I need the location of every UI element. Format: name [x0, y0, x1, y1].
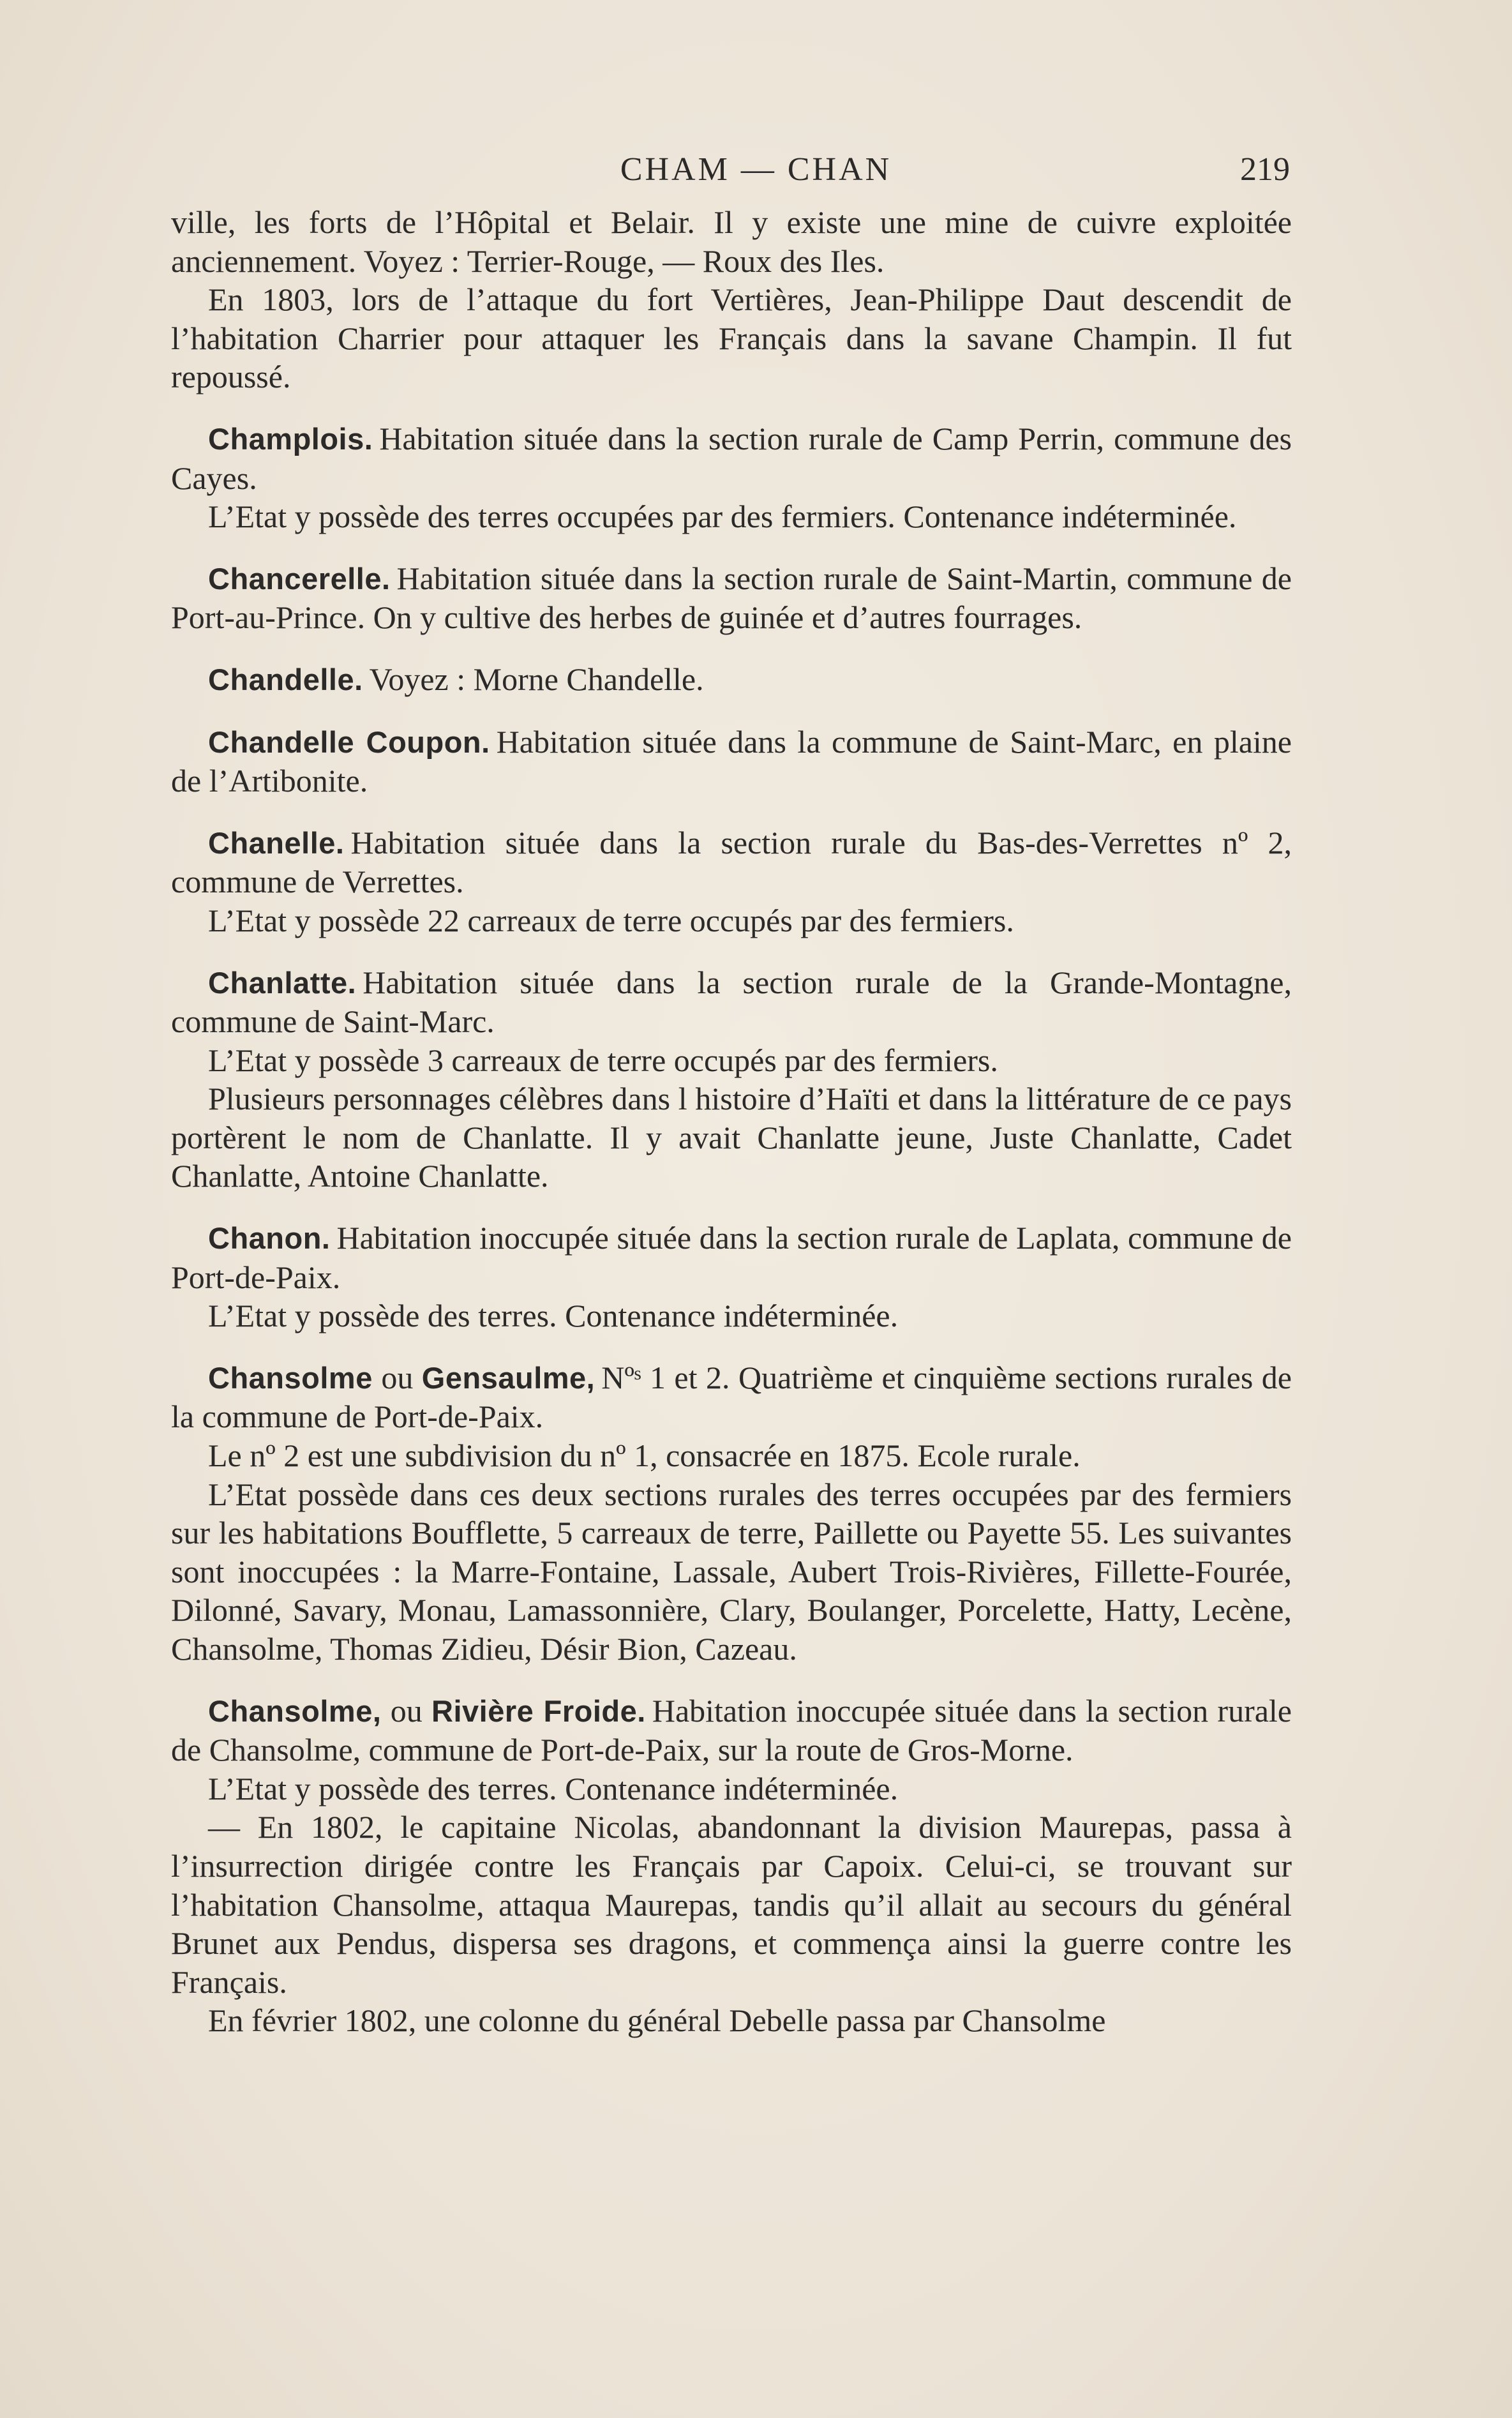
entry-paragraph: L’Etat y possède des terres. Contenance indéterminée.	[208, 1770, 899, 1806]
entry-text: Habitation située dans la section rurale de Saint-Martin, commune de Port-au-Prince. On y cultive des herbes de guinée et d’autres fourrages.	[171, 560, 1292, 636]
entry-headword: Chansolme,	[208, 1693, 382, 1728]
entry-paragraph: — En 1802, le capitaine Nicolas, abandonnant la division Maurepas, passa à l’insurrection dirigée contre les Français par Capoix. Celui-ci, se trouvant sur l’habitation Chansolme, attaqua Maurepas, tandis qu’il allait au secours du général Brunet aux Pendus, dispersa ses dragons, et commença ainsi la guerre contre les Français.	[171, 1809, 1292, 2000]
entry-headword: Chancerelle.	[208, 561, 391, 596]
entry-chansolme-riviere-froide	[171, 1692, 1292, 2040]
entry-text: Voyez : Morne Chandelle.	[369, 661, 704, 697]
running-head	[0, 151, 1512, 195]
entry-headword: Chansolme	[208, 1360, 373, 1395]
entry-paragraph: L’Etat y possède des terres. Contenance indéterminée.	[208, 1298, 899, 1334]
entry-chandelle	[171, 660, 1292, 700]
entry-paragraph: L’Etat y possède des terres occupées par des fermiers. Contenance indéterminée.	[208, 499, 1237, 535]
entry-paragraph: En février 1802, une colonne du général Debelle passa par Chansolme	[208, 2002, 1106, 2039]
entry-paragraph: Plusieurs personnages célèbres dans l histoire d’Haïti et dans la littérature de ce pays portèrent le nom de Chanlatte. Il y avait Chanlatte jeune, Juste Chanlatte, Cadet Chanlatte, Antoine Chanlatte.	[171, 1081, 1292, 1194]
entry-paragraph: L’Etat possède dans ces deux sections rurales des terres occupées par des fermiers sur les habitations Boufflette, 5 carreaux de terre, Paillette ou Payette 55. Les suivantes sont inoccupées : la Marre-Fontaine, Lassale, Aubert Trois-Rivières, Fillette-Fourée, Dilonné, Savary, Monau, Lamassonnière, Clary, Boulanger, Porcelette, Hatty, Lecène, Chansolme, Thomas Zidieu, Désir Bion, Cazeau.	[171, 1476, 1292, 1667]
entry-chancerelle	[171, 559, 1292, 637]
page-number: 219	[1240, 151, 1290, 188]
entry-paragraph: Le nº 2 est une subdivision du nº 1, consacrée en 1875. Ecole rurale.	[208, 1438, 1081, 1474]
entry-headword: Chandelle.	[208, 662, 363, 696]
running-head-title: CHAM — CHAN	[620, 151, 892, 188]
entry-chandelle-coupon	[171, 723, 1292, 800]
entry-headword-alt: Gensaulme,	[421, 1360, 595, 1395]
entry-text: Habitation inoccupée située dans la section rurale de Laplata, commune de Port-de-Paix.	[171, 1220, 1292, 1295]
entry-headword: Chanlatte.	[208, 965, 357, 1000]
entry-paragraph: L’Etat y possède 22 carreaux de terre occupés par des fermiers.	[208, 902, 1014, 938]
entry-text: Habitation située dans la section rurale de Camp Perrin, commune des Cayes.	[171, 420, 1292, 496]
continued-paragraph: ville, les forts de l’Hôpital et Belair. Il y existe une mine de cuivre exploitée anciennement. Voyez : Terrier-Rouge, — Roux des Iles.	[171, 204, 1292, 279]
entry-headword-alt: Rivière Froide.	[431, 1693, 646, 1728]
entry-paragraph: L’Etat y possède 3 carreaux de terre occupés par des fermiers.	[208, 1042, 998, 1078]
entry-chanlatte	[171, 963, 1292, 1196]
entry-headword: Champlois.	[208, 421, 373, 456]
entry-text: Habitation située dans la section rurale de la Grande-Montagne, commune de Saint-Marc.	[171, 964, 1292, 1040]
entry-chanelle	[171, 823, 1292, 940]
page-body	[171, 203, 1292, 2040]
entry-text: Habitation située dans la section rurale du Bas-des-Verrettes nº 2, commune de Verrettes.	[171, 824, 1292, 900]
paragraph: En 1803, lors de l’attaque du fort Vertières, Jean-Philippe Daut descendit de l’habitation Charrier pour attaquer les Français dans la savane Champin. Il fut repoussé.	[171, 282, 1292, 395]
entry-chansolme-gensaulme	[171, 1358, 1292, 1669]
entry-text: Habitation inoccupée située dans la section rurale de Chansolme, commune de Port-de-Paix, sur la route de Gros-Morne.	[171, 1692, 1292, 1768]
entry-headword-connector: ou	[381, 1692, 432, 1729]
entry-headword: Chanon.	[208, 1221, 331, 1256]
entry-text: Habitation située dans la commune de Saint-Marc, en plaine de l’Artibonite.	[171, 723, 1292, 799]
entry-headword: Chandelle Coupon.	[208, 725, 490, 759]
entry-headword: Chanelle.	[208, 825, 345, 860]
entry-champlois	[171, 419, 1292, 536]
entry-text: Nºˢ 1 et 2. Quatrième et cinquième sections rurales de la commune de Port-de-Paix.	[171, 1359, 1292, 1435]
entry-chanon	[171, 1219, 1292, 1335]
entry-headword-connector: ou	[372, 1359, 422, 1395]
